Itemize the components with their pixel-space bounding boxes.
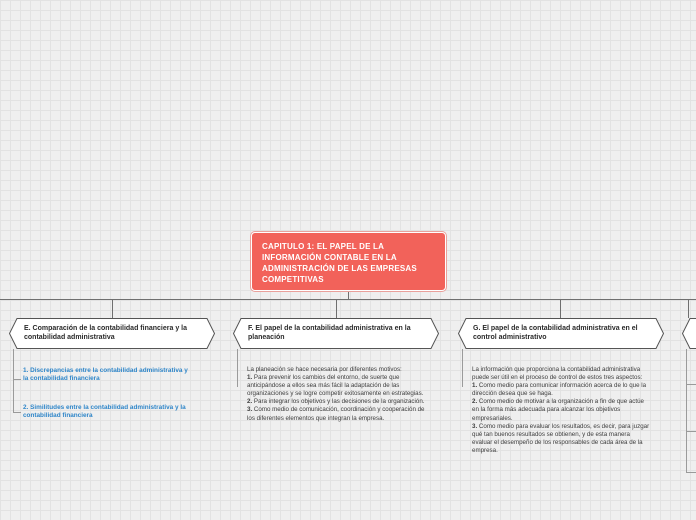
topic-g-branch: [462, 349, 463, 387]
topic-f-note-item: 1. Para prevenir los cambios del entorno, de suerte que anticipándose a ellos sea más fácil la adaptación de las organizaciones y se logre competir exitosamente en estrategias.: [247, 374, 424, 398]
topic-h-shape: [682, 318, 696, 349]
topic-g-note-item: 2. Como medio de motivar a la organización a fin de que actúe en la forma más adecuada para alcanzar los objetivos empresariales.: [472, 398, 645, 422]
topic-e[interactable]: [9, 318, 215, 349]
subtopic-discrepancias[interactable]: 1. Discrepancias entre la contabilidad administrativa y la contabilidad financiera: [23, 367, 188, 382]
topic-e-label: E. Comparación de la contabilidad financiera y la contabilidad administrativa: [24, 325, 187, 341]
topic-f-connector: [336, 299, 337, 318]
topic-f-note-item: 2. Para integrar los objetivos y las decisiones de la organización.: [247, 398, 425, 406]
topic-g-note-item: 1. Como medio para comunicar información acerca de lo que la dirección desea que se haga.: [472, 382, 647, 398]
topic-f-label: F. El papel de la contabilidad administrativa en la planeación: [248, 325, 411, 341]
topic-h-partial[interactable]: [682, 318, 696, 349]
subtopic-2-connector: [13, 412, 21, 413]
topic-h-sub-connector: [686, 472, 696, 473]
topic-h-sub-connector: [686, 431, 696, 432]
topic-h-sub-connector: [686, 384, 696, 385]
topic-h-branch: [686, 349, 687, 473]
topic-f-note-intro: La planeación se hace necesaria por diferentes motivos:: [247, 366, 402, 373]
topic-f[interactable]: [233, 318, 439, 349]
topic-f-note: [247, 366, 425, 423]
main-horizontal-connector: [0, 299, 696, 300]
subtopic-1-connector: [13, 379, 21, 380]
central-connector: [348, 291, 349, 299]
topic-e-branch: [13, 349, 14, 413]
topic-g-note: [472, 366, 650, 455]
topic-h-connector: [688, 299, 689, 318]
topic-e-connector: [112, 299, 113, 318]
topic-f-note-item: 3. Como medio de comunicación, coordinación y cooperación de los diferentes elementos que integran la empresa.: [247, 406, 425, 422]
topic-g[interactable]: [458, 318, 664, 349]
topic-g-label: G. El papel de la contabilidad administrativa en el control administrativo: [473, 325, 638, 341]
topic-g-note-intro: La información que proporciona la contabilidad administrativa puede ser útil en el proceso de control de estos tres aspectos:: [472, 366, 643, 382]
central-topic[interactable]: [251, 232, 446, 291]
central-topic-title: CAPITULO 1: EL PAPEL DE LA INFORMACIÓN CONTABLE EN LA ADMINISTRACIÓN DE LAS EMPRESAS COMPETITIVAS: [262, 242, 417, 284]
topic-f-branch: [237, 349, 238, 387]
topic-g-note-item: 3. Como medio para evaluar los resultados, es decir, para juzgar qué tan buenos resultados se obtienen, y de esta manera evaluar el desempeño de los responsables de cada área de la empresa.: [472, 422, 650, 454]
subtopic-similitudes[interactable]: 2. Similitudes entre la contabilidad administrativa y la contabilidad financiera: [23, 404, 186, 419]
topic-g-connector: [560, 299, 561, 318]
